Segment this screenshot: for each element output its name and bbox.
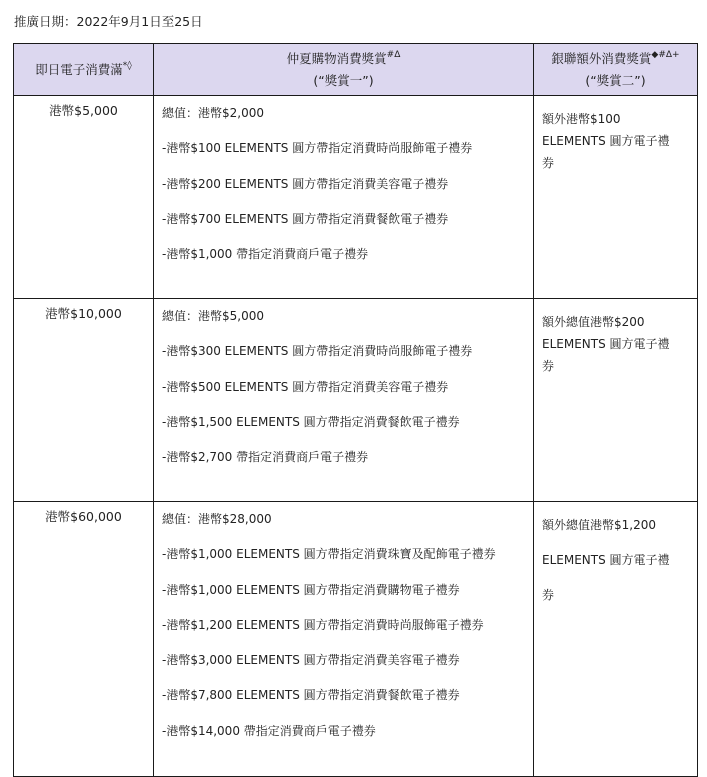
spend-threshold: 港幣$60,000 (14, 502, 154, 777)
reward-line: -港幣$300 ELEMENTS 圓方帶指定消費時尚服飾電子禮券 (162, 344, 473, 359)
table-row (14, 502, 698, 777)
reward-line: -港幣$1,500 ELEMENTS 圓方帶指定消費餐飲電子禮券 (162, 414, 460, 429)
reward-two-cell (534, 96, 698, 299)
header-spend-sup: *◊ (122, 61, 132, 71)
reward-two-cell (534, 299, 698, 502)
reward-line: -港幣$100 ELEMENTS 圓方帶指定消費時尚服飾電子禮券 (162, 141, 473, 156)
table-row (14, 96, 698, 299)
reward-two-line: 券 (542, 359, 555, 373)
reward-two-line: ELEMENTS 圓方電子禮 (542, 553, 670, 567)
reward-two-cell (534, 502, 698, 777)
reward-two-line: 額外總值港幣$1,200 (542, 518, 656, 532)
spend-threshold: 港幣$10,000 (14, 299, 154, 502)
reward-line: -港幣$1,200 ELEMENTS 圓方帶指定消費時尚服飾電子禮券 (162, 617, 484, 632)
reward-line: -港幣$7,800 ELEMENTS 圓方帶指定消費餐飲電子禮券 (162, 688, 460, 703)
reward-one-list (154, 502, 534, 777)
table-row (14, 299, 698, 502)
spend-threshold: 港幣$5,000 (14, 96, 154, 299)
reward-line: 總值：港幣$28,000 (162, 512, 272, 526)
header-spend (14, 44, 154, 96)
reward-two-line: ELEMENTS 圓方電子禮 (542, 134, 670, 148)
header-reward-one-sup: #Δ (386, 50, 401, 60)
reward-line: -港幣$2,700 帶指定消費商戶電子禮券 (162, 450, 369, 465)
header-reward-two-sup: ◆#Δ+ (651, 50, 680, 60)
reward-two-line: 額外總值港幣$200 (542, 315, 645, 329)
header-reward-two-label: 銀聯額外消費獎賞 (551, 51, 652, 66)
reward-two-line: 券 (542, 588, 555, 602)
reward-table (13, 43, 698, 777)
reward-line: -港幣$1,000 帶指定消費商戶電子禮券 (162, 247, 369, 262)
header-reward-one (154, 44, 534, 96)
reward-line: -港幣$200 ELEMENTS 圓方帶指定消費美容電子禮券 (162, 176, 449, 191)
reward-one-list (154, 96, 534, 299)
header-reward-two (534, 44, 698, 96)
header-reward-two-sub: (“獎賞二”) (585, 73, 646, 88)
header-spend-label: 即日電子消費滿 (35, 62, 123, 77)
reward-line: -港幣$1,000 ELEMENTS 圓方帶指定消費珠寶及配飾電子禮券 (162, 547, 496, 562)
reward-line: -港幣$500 ELEMENTS 圓方帶指定消費美容電子禮券 (162, 379, 449, 394)
reward-line: 總值：港幣$5,000 (162, 309, 264, 323)
header-reward-one-sub: (“獎賞一”) (313, 73, 374, 88)
promotion-period: 推廣日期：2022年9月1日至25日 (14, 14, 203, 29)
reward-line: -港幣$1,000 ELEMENTS 圓方帶指定消費購物電子禮券 (162, 582, 460, 597)
table-header-row (14, 44, 698, 96)
reward-two-line: 額外港幣$100 (542, 112, 621, 126)
header-reward-one-label: 仲夏購物消費獎賞 (286, 51, 387, 66)
reward-two-line: 券 (542, 156, 555, 170)
reward-line: -港幣$3,000 ELEMENTS 圓方帶指定消費美容電子禮券 (162, 653, 460, 668)
reward-line: 總值：港幣$2,000 (162, 106, 264, 120)
reward-line: -港幣$700 ELEMENTS 圓方帶指定消費餐飲電子禮券 (162, 211, 449, 226)
reward-one-list (154, 299, 534, 502)
reward-two-line: ELEMENTS 圓方電子禮 (542, 337, 670, 351)
reward-line: -港幣$14,000 帶指定消費商戶電子禮券 (162, 723, 376, 738)
